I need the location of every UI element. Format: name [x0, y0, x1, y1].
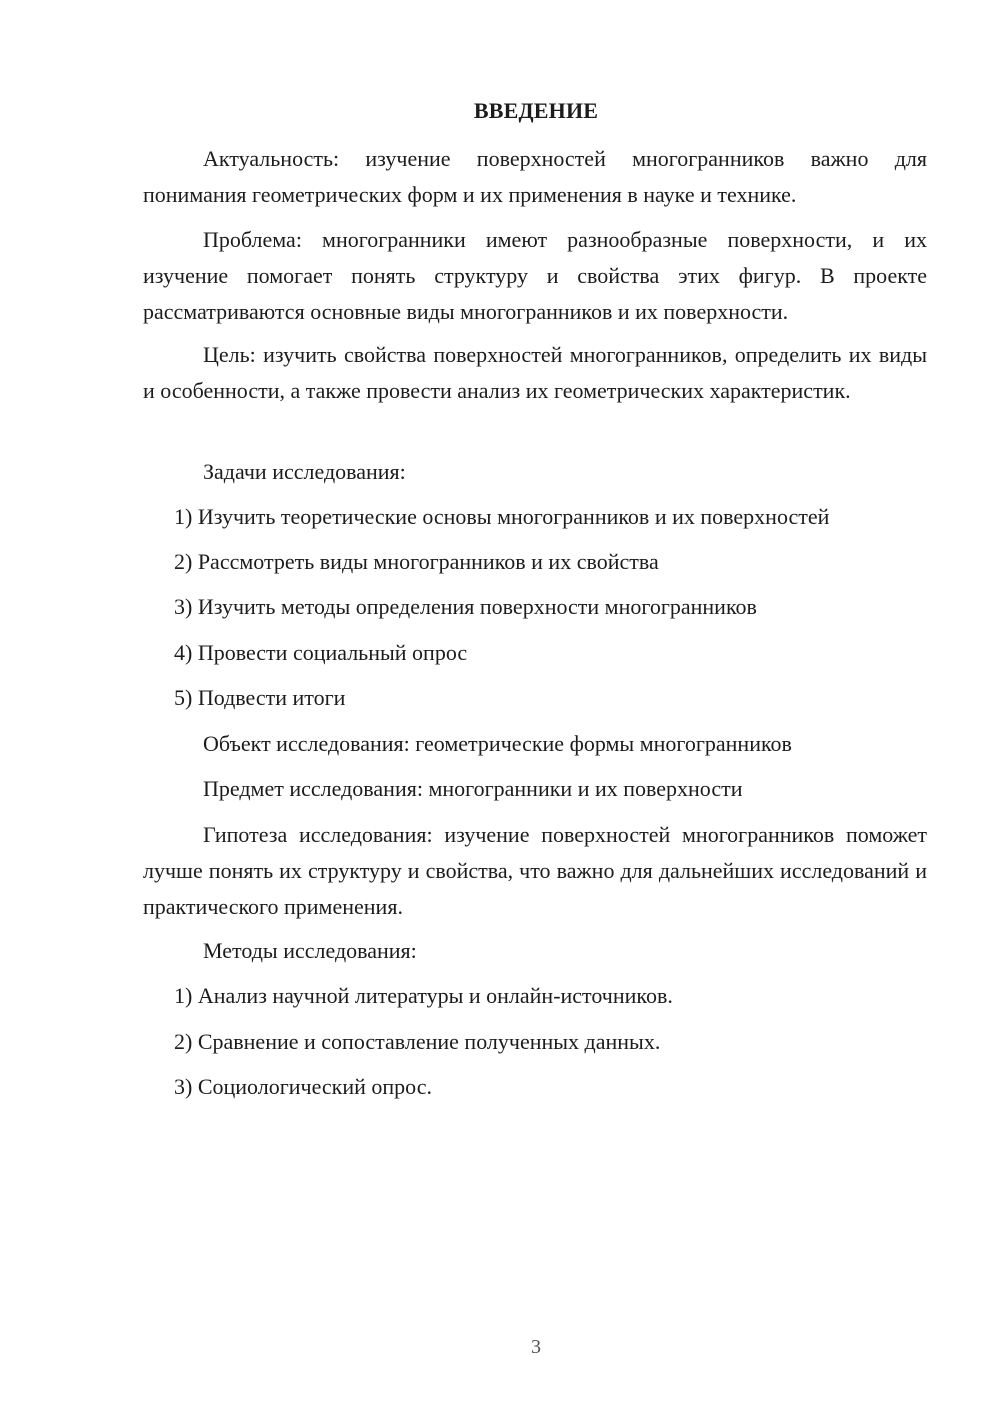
task-item: 2) Рассмотреть виды многогранников и их свойства	[174, 549, 659, 574]
methods-heading: Методы исследования:	[203, 938, 417, 963]
task-item: 1) Изучить теоретические основы многогранников и их поверхностей	[174, 504, 830, 529]
tasks-heading: Задачи исследования:	[203, 459, 406, 484]
task-item: 4) Провести социальный опрос	[174, 640, 468, 665]
goal-paragraph: Цель: изучить свойства поверхностей многогранников, определить их виды и особенности, а также провести анализ их геометрических характеристик.	[143, 342, 927, 403]
section-title: ВВЕДЕНИЕ	[473, 98, 599, 123]
method-item: 3) Социологический опрос.	[174, 1074, 432, 1099]
object-line: Объект исследования: геометрические формы многогранников	[203, 731, 792, 756]
method-item: 1) Анализ научной литературы и онлайн-источников.	[174, 983, 673, 1008]
subject-line: Предмет исследования: многогранники и их поверхности	[203, 776, 743, 801]
hypothesis-paragraph: Гипотеза исследования: изучение поверхностей многогранников поможет лучше понять их структуру и свойства, что важно для дальнейших исследований и практического применения.	[143, 822, 927, 919]
method-item: 2) Сравнение и сопоставление полученных данных.	[174, 1029, 661, 1054]
problem-paragraph: Проблема: многогранники имеют разнообразные поверхности, и их изучение помогает понять структуру и свойства этих фигур. В проекте рассматриваются основные виды многогранников и их поверхности.	[143, 227, 927, 324]
task-item: 5) Подвести итоги	[174, 685, 346, 710]
relevance-paragraph: Актуальность: изучение поверхностей многогранников важно для понимания геометрических форм и их применения в науке и технике.	[143, 146, 927, 207]
task-item: 3) Изучить методы определения поверхности многогранников	[174, 594, 757, 619]
page-number: 3	[531, 1336, 541, 1358]
